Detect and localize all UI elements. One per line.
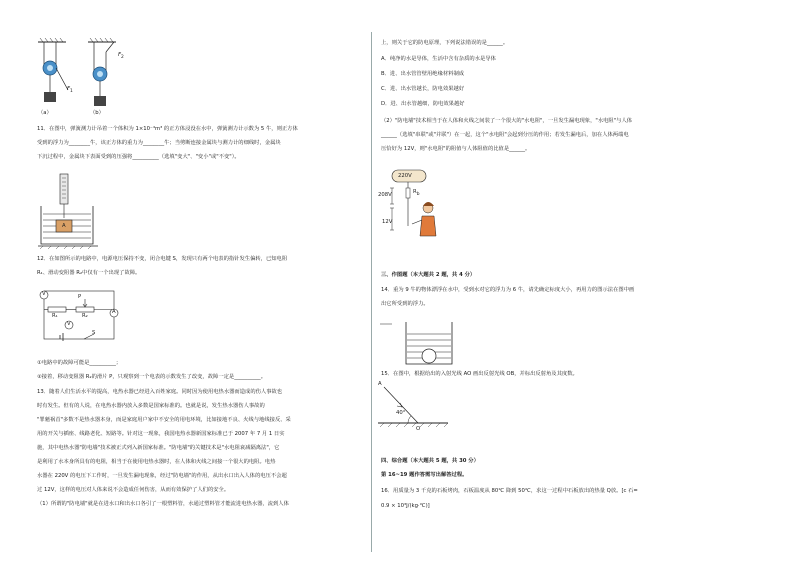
reflection-o-label: O xyxy=(416,426,421,432)
q15-text: 15．在图中，根据给出的入射光线 AO 画出反射光线 OB，并标出反射角及其度数。 xyxy=(381,371,578,377)
q13-line-7: 水器在 220V 的电压下工作时，一旦发生漏电现象，经过"防电墙"的作用，从出水口出入人体的电压不会超 xyxy=(37,473,287,479)
spring-scale-beaker-figure xyxy=(38,170,108,250)
block-a-label: A xyxy=(62,223,66,229)
q12-item-2: ②接着，移动变阻器 R₂的滑片 P，只观察到一个电表的示数发生了改变，故障一定是__________。 xyxy=(37,374,266,380)
q16-line-2: 0.9 × 10³J/(kg·℃)] xyxy=(381,503,430,509)
q12-line-1: 12．在如图所示的电路中，电源电压保持不变，闭合电键 S，发现只有两个电表的指针发生偏转，已知电阻 xyxy=(37,256,288,262)
q13-cont-line-1: 上，则关于它的防电原理，下列说法错误的是______。 xyxy=(381,40,509,46)
q14-line-1: 14．重为 9 牛的物体漂浮在水中，受到水对它的浮力为 6 牛，请先确定标度大小，再用力的图示法在图中画 xyxy=(381,287,635,293)
q13-2-line-2: ______（选填"串联"或"并联"）在一起，这个"水电阻"会起到分压的作用；若发生漏电后，加在人体两端电 xyxy=(381,132,629,138)
q13-line-2: 时有发生。但有的人说，在电热水器内放入多数是国家标准的。也就是说，发生热水器伤人事故的 xyxy=(37,403,265,409)
force-f1-sub: 1 xyxy=(70,89,73,95)
fig-label-a: （a） xyxy=(38,110,52,116)
q13-option-b: B．进、出水管管壁用绝缘材料制成 xyxy=(381,71,465,77)
q13-option-c: C．进、出水管越长，防电效果越好 xyxy=(381,86,465,92)
circuit-a-label: A xyxy=(112,309,116,315)
q13-option-a: A．纯净的水是导体，生活中含有杂质的水是导体 xyxy=(381,56,496,62)
water-heater-figure xyxy=(378,164,458,244)
q14-line-2: 出它所受到的浮力。 xyxy=(381,301,429,307)
q13-line-6: 是利用了水本身所具有的电阻，相当于在使用电热水器时，在人体和火线之间接一个很大的电阻。电热 xyxy=(37,459,276,465)
force-f2-label: F xyxy=(118,52,122,58)
reflection-angle-label: 40° xyxy=(396,410,406,416)
q13-line-9: （1）所谓的"防电墙"就是在进水口和出水口各引了一根塑料管，水通过塑料管才能流进电热水器，流到人体 xyxy=(37,501,289,507)
fig13-12v: 12V xyxy=(382,219,393,225)
reflection-figure xyxy=(378,383,448,438)
fig-label-b: （b） xyxy=(90,110,104,116)
circuit-s-label: S xyxy=(92,330,96,336)
section-4-heading: 四、综合题（本大题共 5 题，共 30 分） xyxy=(381,458,479,464)
force-f2-sub: 2 xyxy=(121,55,124,61)
fig13-r-label: R xyxy=(413,189,417,195)
section-3-heading: 三、作图题（本大题共 2 题，共 4 分） xyxy=(381,272,476,278)
section-4-note: 第 16~19 题作答需写出解答过程。 xyxy=(381,472,468,478)
q13-2-line-1: （2）"防电墙"技术相当于在人体和火线之间装了一个很大的"水电阻"，一旦发生漏电现象，"水电阻"与人体 xyxy=(381,118,633,124)
floating-object-figure xyxy=(378,318,458,368)
fig13-208v: 208V xyxy=(378,192,392,198)
fig13-r-sub: b xyxy=(416,192,420,198)
force-f1-label: F xyxy=(67,86,71,92)
pulley-figure xyxy=(30,38,130,120)
circuit-p-label: P xyxy=(78,294,82,300)
reflection-a-label: A xyxy=(378,381,382,387)
q13-line-8: 过 12V，这样的电压对人体来说不会造成任何伤害，从而有效保护了人们的安全。 xyxy=(37,487,230,493)
column-divider xyxy=(371,32,372,552)
q13-line-5: 施，其中电热水器"防电墙"技术被正式列入新国家标准。"防电墙"的关键技术是"水电阻衰减隔离法"，它 xyxy=(37,445,280,451)
q13-line-3: "罪魁祸首"多数不是热水器本身，而是家庭用户家中不安全的用电环境，比如接地不良、火线与地线接反、采 xyxy=(37,417,291,423)
circuit-r1-label: R₁ xyxy=(52,313,58,319)
fig13-220v: 220V xyxy=(398,173,412,179)
q11-line-3: 下沉过程中，金属块下表面受到的压强将__________（选填"变大"、"变小"或"不变"）。 xyxy=(37,154,240,160)
circuit-v2-label: V xyxy=(67,321,71,327)
circuit-v1-label: V xyxy=(42,291,46,297)
q13-2-line-3: 压恰好为 12V，则"水电阻"的阻值与人体阻值的比值是______。 xyxy=(381,146,531,152)
q11-line-1: 11．在图中，弹簧测力计吊着一个体积为 1×10⁻⁴m³ 的正方体浸没在水中，弹簧测力计示数为 5 牛，则正方体 xyxy=(37,126,298,132)
q12-item-1: ①电路中的故障可能是__________； xyxy=(37,360,122,366)
q11-line-2: 受到的浮力为________牛，该正方体的重力为________牛；当剪断连接金属块与测力计的细线时，金属块 xyxy=(37,140,281,146)
q13-line-1: 13．随着人们生活水平的提高，电热水器已经进入百姓家庭。同时因为使用电热水器而造成的伤人事故也 xyxy=(37,389,283,395)
q13-option-d: D．进、出水管越细，防电效果越好 xyxy=(381,101,465,107)
q13-line-4: 用的开关与插座、线路老化、短路等。针对这一现象，我国电热水器新国家标准已于 2007 年 7 月 1 日实 xyxy=(37,431,285,437)
q16-line-1: 16．用质量为 3 千克的石板烤肉，石板温度从 80℃ 降到 50℃，求这一过程中石板放出的热量 Q放。[c 石= xyxy=(381,488,638,494)
q12-line-2: R₁、滑动变阻器 R₂中仅有一个出现了故障。 xyxy=(37,270,141,276)
circuit-r2-label: R₂ xyxy=(82,313,88,319)
